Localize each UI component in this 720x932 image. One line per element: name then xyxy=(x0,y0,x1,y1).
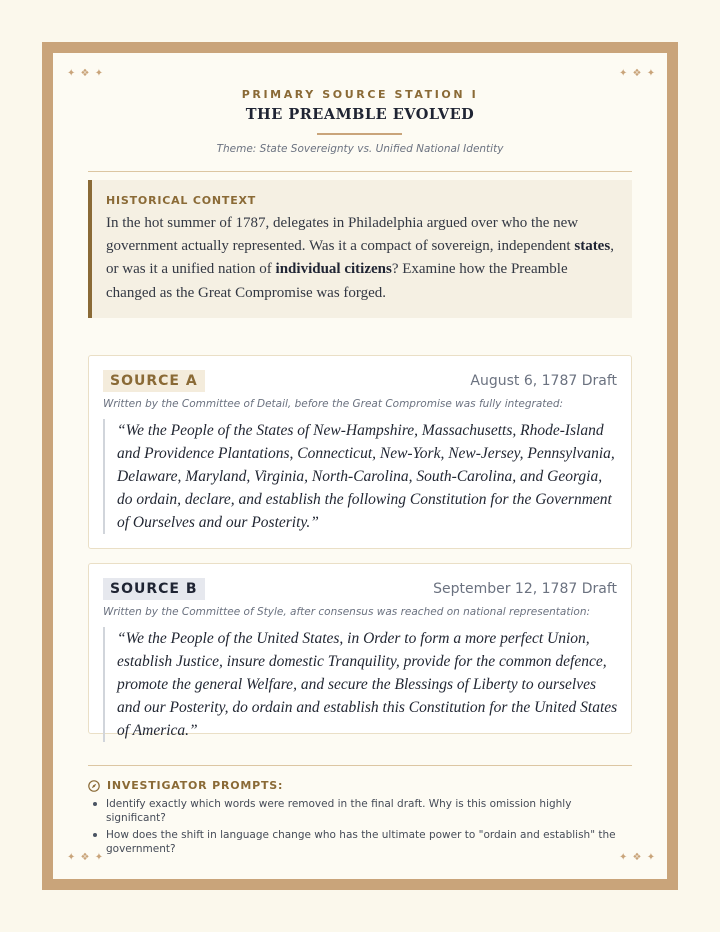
context-text-part: ? Examine how the Preamble changed as the Great Compromise was forged. xyxy=(106,261,568,301)
source-b-card xyxy=(88,563,632,739)
prompts-list xyxy=(106,797,616,859)
source-b-attribution: Written by the Committee of Style, after consensus was reached on national representation: xyxy=(103,606,591,618)
prompts-heading xyxy=(88,779,283,792)
prompts-divider xyxy=(88,765,632,766)
corner-ornament-bottom-left-icon: ✦ ❖ ✦ xyxy=(67,852,105,863)
source-a-attribution: Written by the Committee of Detail, before the Great Compromise was fully integrated: xyxy=(103,398,564,410)
prompts-heading-label: INVESTIGATOR PROMPTS: xyxy=(107,779,284,792)
context-emphasis-states: states xyxy=(574,238,611,255)
source-b-badge: SOURCE B xyxy=(103,578,205,600)
context-emphasis-citizens: individual citizens xyxy=(275,261,392,278)
source-a-card xyxy=(88,355,632,549)
title-underline xyxy=(317,133,402,135)
theme-subtitle: Theme: State Sovereignty vs. Unified National Identity xyxy=(216,143,504,155)
station-eyebrow: PRIMARY SOURCE STATION I xyxy=(241,88,479,101)
corner-ornament-bottom-right-icon: ✦ ❖ ✦ xyxy=(619,852,657,863)
header-divider xyxy=(88,171,632,172)
corner-ornament-top-right-icon: ✦ ❖ ✦ xyxy=(619,68,657,79)
context-paragraph xyxy=(106,212,620,305)
historical-context-box xyxy=(88,180,632,318)
compass-icon xyxy=(88,780,100,792)
source-a-date: August 6, 1787 Draft xyxy=(470,373,617,389)
source-b-quote: “We the People of the United States, in Order to form a more perfect Union, establish Justice, insure domestic Tranquility, provide for the common defence, promote the general Welfare, and secure the Blessings of Liberty to ourselves and our Posterity, do ordain and establish this Constitution for the United States of America.” xyxy=(103,627,619,742)
corner-ornament-top-left-icon: ✦ ❖ ✦ xyxy=(67,68,105,79)
source-a-badge: SOURCE A xyxy=(103,370,205,392)
context-label: HISTORICAL CONTEXT xyxy=(106,194,257,207)
list-item: Identify exactly which words were removed in the final draft. Why is this omission highly significant? xyxy=(106,797,616,825)
source-a-quote: “We the People of the States of New-Hampshire, Massachusetts, Rhode-Island and Providence Plantations, Connecticut, New-York, New-Jersey, Pennsylvania, Delaware, Maryland, Virginia, North-Carolina, South-Carolina, and Georgia, do ordain, declare, and establish the following Constitution for the Government of Ourselves and our Posterity.” xyxy=(103,419,619,534)
context-text-part: , or was it a unified nation of xyxy=(106,238,614,278)
context-text-part: In the hot summer of 1787, delegates in Philadelphia argued over who the new government actually represented. Was it a compact of sovereign, independent xyxy=(106,215,579,255)
source-b-date: September 12, 1787 Draft xyxy=(433,581,617,597)
page-title: THE PREAMBLE EVOLVED xyxy=(245,106,475,123)
list-item: How does the shift in language change who has the ultimate power to "ordain and establish" the government? xyxy=(106,829,616,855)
